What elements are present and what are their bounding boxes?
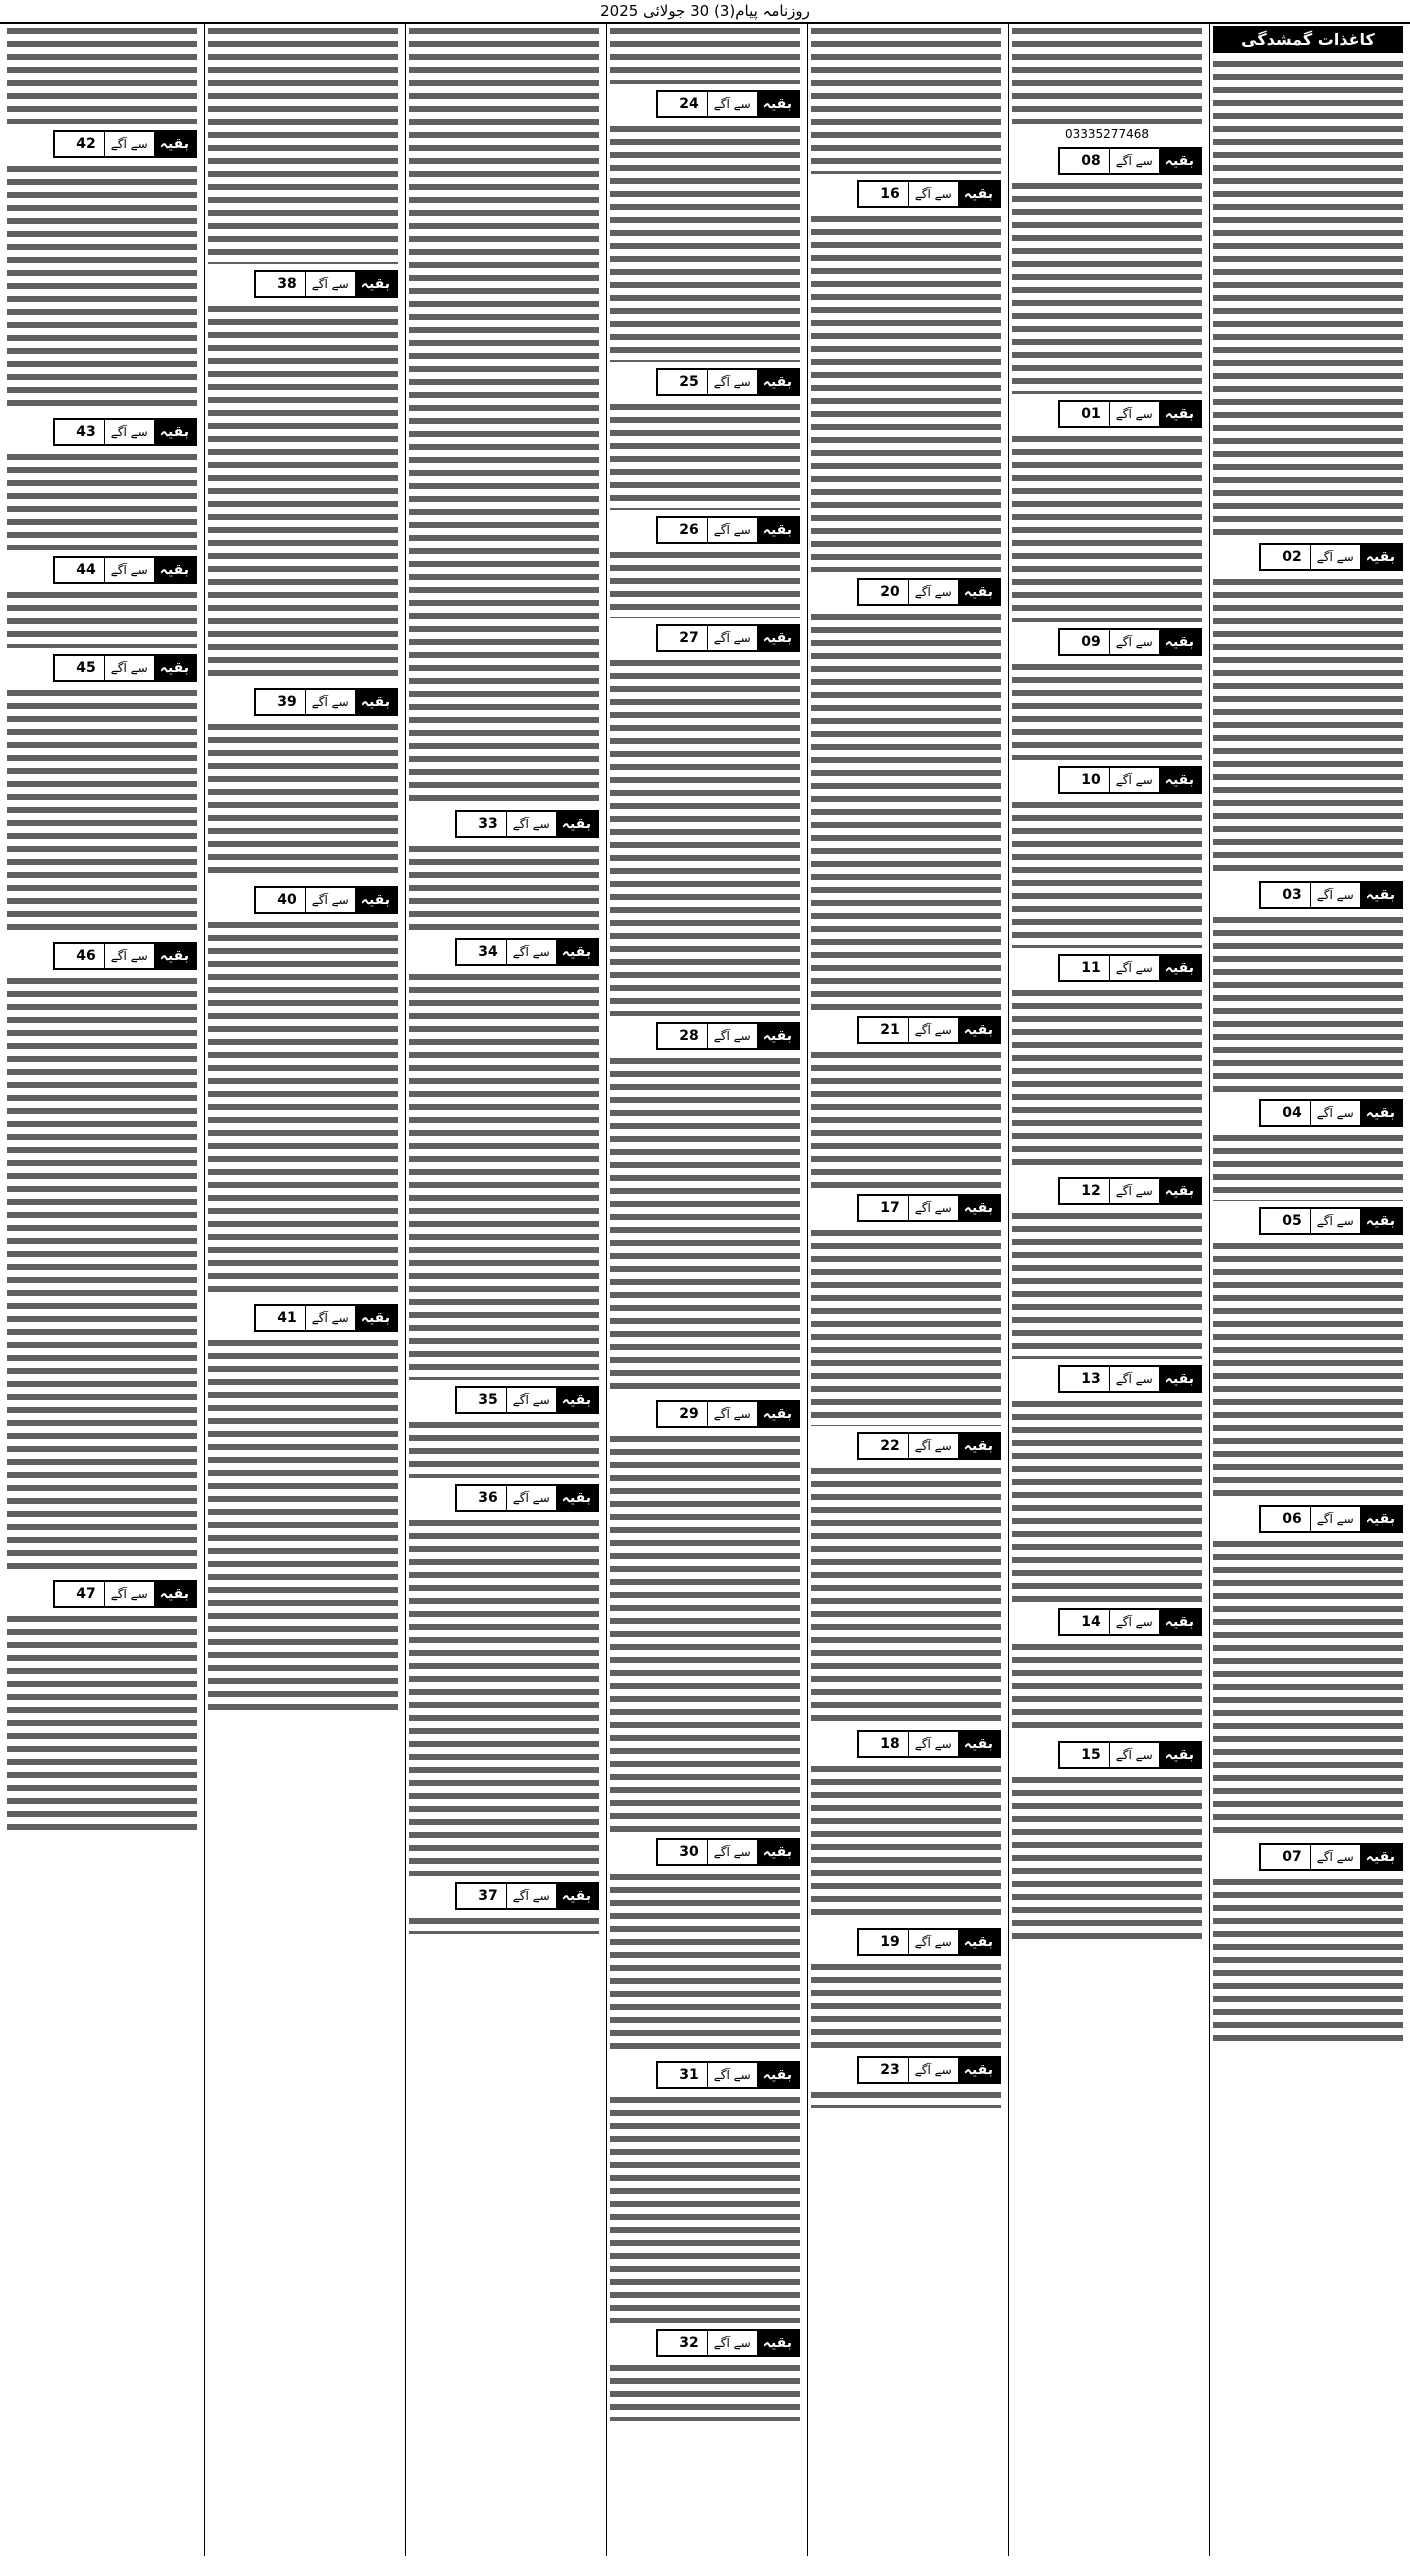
news-column-5 (405, 24, 602, 2556)
continuation-number: 10 (1081, 772, 1101, 788)
continuation-box (656, 90, 800, 118)
continuation-number: 04 (1282, 1105, 1302, 1121)
continuation-subtitle: سے آگے (1109, 1179, 1159, 1203)
continuation-box (254, 886, 398, 914)
continuation-subtitle: سے آگے (1310, 1209, 1360, 1233)
text-block (409, 1418, 599, 1478)
continuation-label: بقیہ (556, 1486, 597, 1510)
continuation-box (1058, 1365, 1202, 1393)
continuation-number: 24 (679, 96, 699, 112)
continuation-box (53, 556, 197, 584)
continuation-label: بقیہ (958, 1196, 999, 1220)
text-block (7, 974, 197, 1574)
text-block (409, 24, 599, 804)
continuation-box (1259, 881, 1403, 909)
text-block (1213, 1875, 1403, 2045)
continuation-subtitle: سے آگے (1109, 956, 1159, 980)
continuation-subtitle: سے آگے (104, 558, 154, 582)
continuation-subtitle: سے آگے (1109, 402, 1159, 426)
continuation-label: بقیہ (1159, 1179, 1200, 1203)
continuation-number: 17 (880, 1200, 900, 1216)
continuation-subtitle: سے آگے (707, 370, 757, 394)
news-column-6 (204, 24, 401, 2556)
text-block (1213, 1239, 1403, 1499)
continuation-label: بقیہ (154, 656, 195, 680)
continuation-label: بقیہ (154, 944, 195, 968)
continuation-box (857, 1928, 1001, 1956)
continuation-label: بقیہ (958, 1018, 999, 1042)
continuation-box (1058, 766, 1202, 794)
continuation-label: بقیہ (757, 1402, 798, 1426)
continuation-box (656, 1838, 800, 1866)
continuation-number: 19 (880, 1934, 900, 1950)
continuation-label: بقیہ (355, 690, 396, 714)
text-block (811, 1226, 1001, 1426)
continuation-label: بقیہ (757, 92, 798, 116)
continuation-number: 33 (478, 816, 498, 832)
text-block (811, 212, 1001, 572)
text-block (208, 918, 398, 1298)
continuation-subtitle: سے آگے (1109, 1743, 1159, 1767)
continuation-number: 34 (478, 944, 498, 960)
continuation-label: بقیہ (1159, 1743, 1200, 1767)
news-column-3 (807, 24, 1004, 2556)
text-block (1012, 24, 1202, 124)
text-block (409, 1914, 599, 1934)
continuation-box (656, 516, 800, 544)
masthead: روزنامہ پیام(3) 30 جولائی 2025 (0, 0, 1410, 24)
continuation-label: بقیہ (1360, 1101, 1401, 1125)
continuation-subtitle: سے آگے (104, 420, 154, 444)
continuation-number: 42 (76, 136, 96, 152)
continuation-number: 05 (1282, 1213, 1302, 1229)
continuation-box (1259, 543, 1403, 571)
continuation-box (53, 1580, 197, 1608)
continuation-box (455, 810, 599, 838)
continuation-box (254, 1304, 398, 1332)
continuation-box (857, 1016, 1001, 1044)
continuation-number: 18 (880, 1736, 900, 1752)
continuation-box (857, 578, 1001, 606)
text-block (208, 1336, 398, 1716)
continuation-subtitle: سے آگے (1109, 768, 1159, 792)
continuation-label: بقیہ (757, 370, 798, 394)
continuation-number: 13 (1081, 1371, 1101, 1387)
continuation-subtitle: سے آگے (707, 1024, 757, 1048)
continuation-subtitle: سے آگے (908, 580, 958, 604)
text-block (811, 1762, 1001, 1922)
continuation-subtitle: سے آگے (908, 2058, 958, 2082)
continuation-subtitle: سے آگے (1310, 545, 1360, 569)
continuation-number: 16 (880, 186, 900, 202)
continuation-number: 06 (1282, 1511, 1302, 1527)
continuation-box (1058, 1608, 1202, 1636)
continuation-label: بقیہ (958, 580, 999, 604)
text-block (811, 1464, 1001, 1724)
continuation-label: بقیہ (757, 518, 798, 542)
continuation-label: بقیہ (1360, 545, 1401, 569)
continuation-subtitle: سے آگے (104, 132, 154, 156)
news-column-1 (1209, 24, 1406, 2556)
continuation-number: 46 (76, 948, 96, 964)
continuation-box (53, 942, 197, 970)
continuation-number: 28 (679, 1028, 699, 1044)
text-block (7, 24, 197, 124)
text-block (1213, 1537, 1403, 1837)
continuation-subtitle: سے آگے (506, 1388, 556, 1412)
continuation-box (254, 270, 398, 298)
text-block (1213, 1131, 1403, 1201)
continuation-label: بقیہ (355, 272, 396, 296)
continuation-label: بقیہ (757, 2331, 798, 2355)
text-block (811, 610, 1001, 1010)
continuation-subtitle: سے آگے (1310, 1845, 1360, 1869)
continuation-subtitle: سے آگے (707, 626, 757, 650)
continuation-box (656, 624, 800, 652)
continuation-label: بقیہ (1360, 883, 1401, 907)
continuation-subtitle: سے آگے (908, 1434, 958, 1458)
continuation-number: 23 (880, 2062, 900, 2078)
text-block (610, 1054, 800, 1394)
text-block (409, 842, 599, 932)
text-block (1213, 575, 1403, 875)
text-block (7, 588, 197, 648)
continuation-box (857, 1730, 1001, 1758)
text-block (7, 1612, 197, 1832)
continuation-number: 20 (880, 584, 900, 600)
continuation-subtitle: سے آگے (506, 1884, 556, 1908)
continuation-number: 41 (277, 1310, 297, 1326)
continuation-subtitle: سے آگے (305, 690, 355, 714)
continuation-subtitle: سے آگے (1109, 1610, 1159, 1634)
continuation-box (656, 2329, 800, 2357)
continuation-subtitle: سے آگے (707, 92, 757, 116)
continuation-box (254, 688, 398, 716)
lost-documents-heading: کاغذات گمشدگی (1213, 26, 1403, 53)
continuation-number: 02 (1282, 549, 1302, 565)
continuation-subtitle: سے آگے (104, 1582, 154, 1606)
text-block (208, 24, 398, 264)
continuation-number: 09 (1081, 634, 1101, 650)
continuation-subtitle: سے آگے (707, 518, 757, 542)
continuation-label: بقیہ (154, 132, 195, 156)
continuation-label: بقیہ (958, 182, 999, 206)
text-block (7, 686, 197, 936)
text-block (610, 2361, 800, 2421)
continuation-label: بقیہ (556, 1388, 597, 1412)
continuation-subtitle: سے آگے (305, 1306, 355, 1330)
continuation-label: بقیہ (1159, 956, 1200, 980)
text-block (409, 970, 599, 1380)
continuation-number: 43 (76, 424, 96, 440)
text-block (208, 302, 398, 682)
continuation-number: 37 (478, 1888, 498, 1904)
continuation-label: بقیہ (1360, 1209, 1401, 1233)
continuation-box (53, 130, 197, 158)
text-block (1012, 798, 1202, 948)
continuation-number: 12 (1081, 1183, 1101, 1199)
continuation-subtitle: سے آگے (305, 888, 355, 912)
continuation-number: 25 (679, 374, 699, 390)
continuation-label: بقیہ (958, 2058, 999, 2082)
continuation-subtitle: سے آگے (1109, 630, 1159, 654)
text-block (610, 122, 800, 362)
continuation-number: 08 (1081, 153, 1101, 169)
continuation-number: 29 (679, 1406, 699, 1422)
continuation-box (1058, 628, 1202, 656)
text-block (409, 1516, 599, 1876)
continuation-subtitle: سے آگے (707, 1840, 757, 1864)
continuation-subtitle: سے آگے (104, 656, 154, 680)
continuation-number: 26 (679, 522, 699, 538)
continuation-subtitle: سے آگے (707, 2063, 757, 2087)
continuation-box (455, 1882, 599, 1910)
text-block (811, 1048, 1001, 1188)
continuation-label: بقیہ (1159, 768, 1200, 792)
continuation-subtitle: سے آگے (908, 1732, 958, 1756)
continuation-label: بقیہ (556, 1884, 597, 1908)
continuation-number: 03 (1282, 887, 1302, 903)
continuation-number: 14 (1081, 1614, 1101, 1630)
continuation-number: 22 (880, 1438, 900, 1454)
text-block (7, 450, 197, 550)
text-block (1012, 1773, 1202, 1943)
columns-container (4, 24, 1406, 2556)
continuation-number: 11 (1081, 960, 1101, 976)
continuation-label: بقیہ (154, 420, 195, 444)
text-block (610, 548, 800, 618)
continuation-box (857, 2056, 1001, 2084)
continuation-number: 31 (679, 2067, 699, 2083)
continuation-box (656, 1022, 800, 1050)
continuation-box (1058, 954, 1202, 982)
continuation-number: 44 (76, 562, 96, 578)
continuation-subtitle: سے آگے (908, 1930, 958, 1954)
continuation-number: 36 (478, 1490, 498, 1506)
continuation-label: بقیہ (355, 1306, 396, 1330)
continuation-subtitle: سے آگے (1310, 1507, 1360, 1531)
continuation-label: بقیہ (154, 1582, 195, 1606)
continuation-box (656, 2061, 800, 2089)
continuation-box (857, 180, 1001, 208)
continuation-number: 21 (880, 1022, 900, 1038)
text-block (610, 656, 800, 1016)
continuation-subtitle: سے آگے (1109, 1367, 1159, 1391)
continuation-subtitle: سے آگے (506, 812, 556, 836)
continuation-label: بقیہ (757, 1840, 798, 1864)
continuation-label: بقیہ (355, 888, 396, 912)
continuation-label: بقیہ (958, 1434, 999, 1458)
continuation-label: بقیہ (154, 558, 195, 582)
continuation-label: بقیہ (556, 812, 597, 836)
text-block (811, 24, 1001, 174)
text-block (1012, 986, 1202, 1171)
continuation-box (1058, 1177, 1202, 1205)
continuation-label: بقیہ (757, 626, 798, 650)
continuation-number: 27 (679, 630, 699, 646)
text-block (7, 162, 197, 412)
text-block (208, 720, 398, 880)
text-block (1012, 1640, 1202, 1735)
continuation-subtitle: سے آگے (506, 940, 556, 964)
continuation-number: 30 (679, 1844, 699, 1860)
text-block (1213, 57, 1403, 537)
continuation-label: بقیہ (556, 940, 597, 964)
continuation-subtitle: سے آگے (908, 1018, 958, 1042)
continuation-number: 07 (1282, 1849, 1302, 1865)
news-column-2 (1008, 24, 1205, 2556)
continuation-subtitle: سے آگے (1109, 149, 1159, 173)
continuation-number: 32 (679, 2335, 699, 2351)
continuation-box (1058, 400, 1202, 428)
news-column-4 (606, 24, 803, 2556)
contact-phone: 03335277468 (1065, 127, 1149, 141)
continuation-box (1259, 1843, 1403, 1871)
continuation-number: 38 (277, 276, 297, 292)
text-block (1012, 432, 1202, 622)
continuation-label: بقیہ (958, 1732, 999, 1756)
continuation-box (1058, 147, 1202, 175)
continuation-box (1259, 1207, 1403, 1235)
continuation-label: بقیہ (757, 1024, 798, 1048)
continuation-number: 45 (76, 660, 96, 676)
continuation-box (455, 1484, 599, 1512)
text-block (610, 24, 800, 84)
continuation-label: بقیہ (1360, 1507, 1401, 1531)
continuation-label: بقیہ (1159, 1367, 1200, 1391)
continuation-label: بقیہ (1159, 630, 1200, 654)
continuation-box (53, 418, 197, 446)
text-block (610, 2093, 800, 2323)
continuation-subtitle: سے آگے (707, 1402, 757, 1426)
continuation-box (857, 1432, 1001, 1460)
text-block (610, 400, 800, 510)
continuation-subtitle: سے آگے (908, 1196, 958, 1220)
continuation-box (455, 1386, 599, 1414)
continuation-subtitle: سے آگے (506, 1486, 556, 1510)
continuation-box (1259, 1505, 1403, 1533)
text-block (1012, 660, 1202, 760)
continuation-number: 47 (76, 1586, 96, 1602)
continuation-subtitle: سے آگے (707, 2331, 757, 2355)
text-block (811, 2088, 1001, 2108)
continuation-box (656, 1400, 800, 1428)
continuation-number: 40 (277, 892, 297, 908)
continuation-subtitle: سے آگے (104, 944, 154, 968)
text-block (1213, 913, 1403, 1093)
continuation-subtitle: سے آگے (1310, 883, 1360, 907)
continuation-label: بقیہ (1159, 149, 1200, 173)
text-block (610, 1432, 800, 1832)
text-block (811, 1960, 1001, 2050)
continuation-box (53, 654, 197, 682)
continuation-label: بقیہ (1360, 1845, 1401, 1869)
continuation-number: 39 (277, 694, 297, 710)
continuation-box (1259, 1099, 1403, 1127)
continuation-box (1058, 1741, 1202, 1769)
continuation-box (656, 368, 800, 396)
continuation-number: 15 (1081, 1747, 1101, 1763)
continuation-number: 35 (478, 1392, 498, 1408)
text-block (1012, 1209, 1202, 1359)
continuation-label: بقیہ (958, 1930, 999, 1954)
continuation-label: بقیہ (1159, 1610, 1200, 1634)
continuation-subtitle: سے آگے (908, 182, 958, 206)
continuation-label: بقیہ (757, 2063, 798, 2087)
continuation-subtitle: سے آگے (305, 272, 355, 296)
continuation-subtitle: سے آگے (1310, 1101, 1360, 1125)
continuation-box (455, 938, 599, 966)
continuation-label: بقیہ (1159, 402, 1200, 426)
continuation-number: 01 (1081, 406, 1101, 422)
text-block (1012, 179, 1202, 394)
text-block (1012, 1397, 1202, 1602)
text-block (610, 1870, 800, 2055)
news-column-7 (4, 24, 200, 2556)
continuation-box (857, 1194, 1001, 1222)
